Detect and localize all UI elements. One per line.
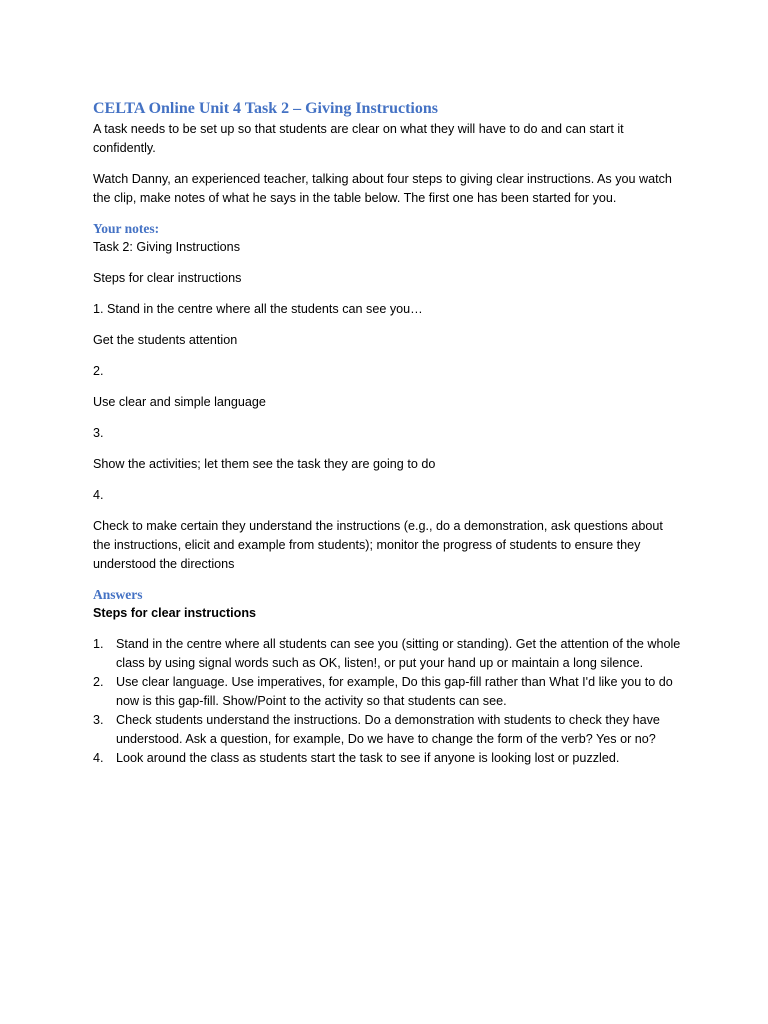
intro-paragraph-1: A task needs to be set up so that students are clear on what they will have to do and can start it confidently.	[93, 122, 624, 155]
list-item	[93, 635, 683, 673]
list-item-text: Look around the class as students start the task to see if anyone is looking lost or puzzled.	[116, 751, 620, 765]
notes-line: Use clear and simple language	[93, 395, 266, 409]
list-item-number: 3.	[93, 713, 104, 727]
answers-subheading: Steps for clear instructions	[93, 606, 257, 620]
notes-line: 3.	[93, 426, 104, 440]
list-item-number: 2.	[93, 675, 104, 689]
notes-line: Get the students attention	[93, 333, 238, 347]
intro-paragraph-2: Watch Danny, an experienced teacher, talking about four steps to giving clear instructions. As you watch the clip, make notes of what he says in the table below. The first one has been started for you.	[93, 172, 672, 205]
notes-line: Show the activities; let them see the task they are going to do	[93, 457, 436, 471]
notes-line: 1. Stand in the centre where all the students can see you…	[93, 302, 423, 316]
list-item	[93, 673, 683, 711]
notes-line: Check to make certain they understand the instructions (e.g., do a demonstration, ask questions about the instructions, elicit and example from students); monitor the progress of students to ensure they understood the directions	[93, 519, 663, 571]
list-item-number: 1.	[93, 637, 104, 651]
notes-line: 4.	[93, 488, 104, 502]
answers-list	[93, 635, 683, 768]
list-item	[93, 749, 683, 768]
notes-line: 2.	[93, 364, 104, 378]
list-item-text: Stand in the centre where all students can see you (sitting or standing). Get the attention of the whole class by using signal words such as OK, listen!, or put your hand up or maintain a long silence.	[116, 637, 681, 670]
list-item-text: Use clear language. Use imperatives, for example, Do this gap-fill rather than What I'd like you to do now is this gap-fill. Show/Point to the activity so that students can see.	[116, 675, 673, 708]
notes-line: Task 2: Giving Instructions	[93, 240, 240, 254]
notes-line: Steps for clear instructions	[93, 271, 242, 285]
document-body	[93, 98, 683, 768]
list-item	[93, 711, 683, 749]
document-title: CELTA Online Unit 4 Task 2 – Giving Instructions	[93, 100, 438, 117]
list-item-number: 4.	[93, 751, 104, 765]
answers-heading: Answers	[93, 587, 143, 602]
list-item-text: Check students understand the instructions. Do a demonstration with students to check they have understood. Ask a question, for example, Do we have to change the form of the verb? Yes or no?	[116, 713, 660, 746]
notes-heading: Your notes:	[93, 221, 160, 236]
